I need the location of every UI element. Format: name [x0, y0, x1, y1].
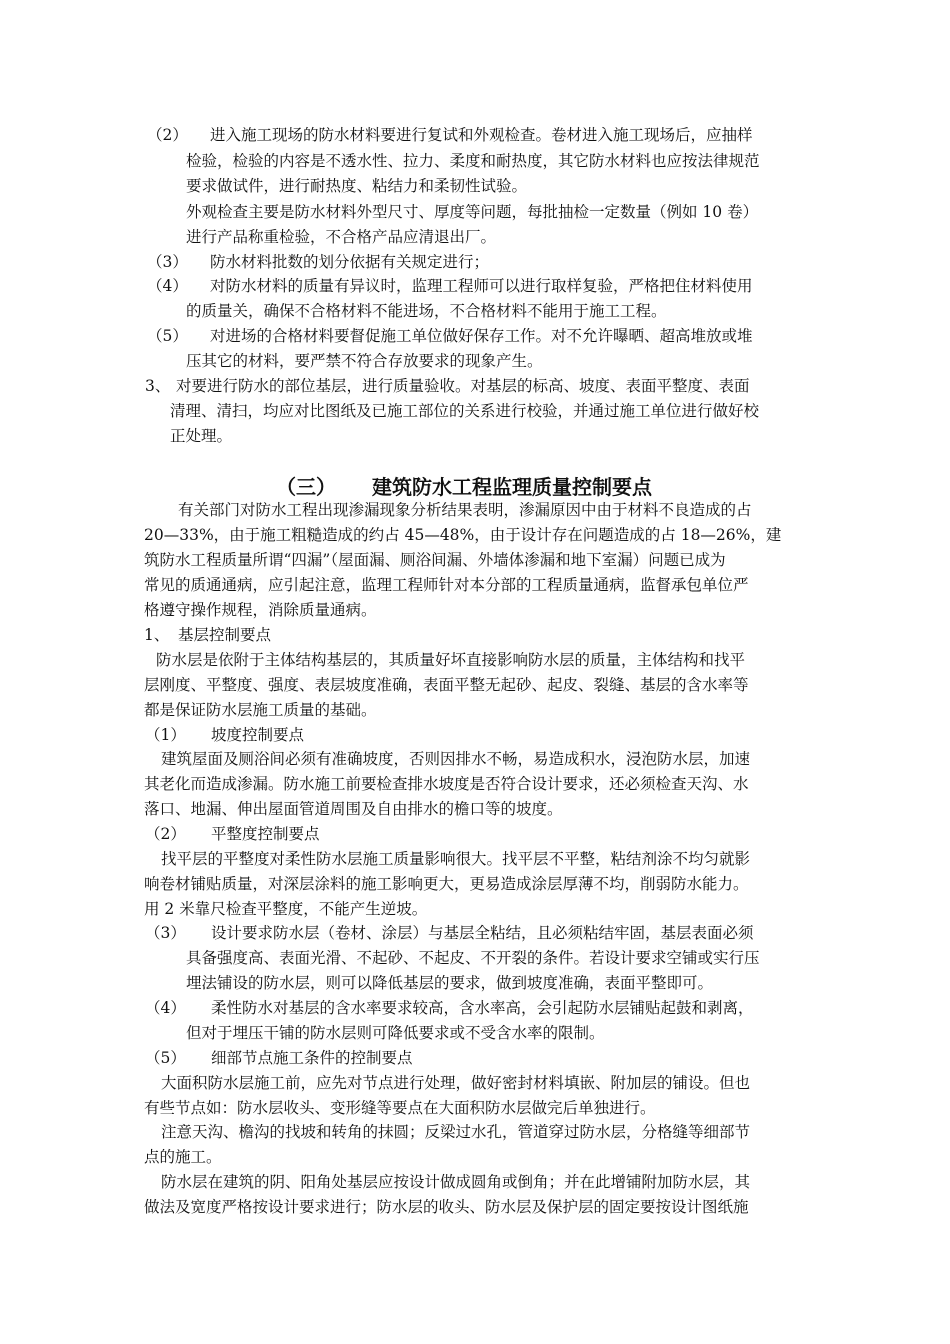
- item-number: （2）: [145, 825, 186, 843]
- paragraph-line: 压其它的材料，要严禁不符合存放要求的现象产生。: [186, 352, 543, 370]
- paragraph-line: 设计要求防水层（卷材、涂层）与基层全粘结，且必须粘结牢固，基层表面必须: [211, 924, 754, 942]
- item-number: （5）: [145, 1049, 186, 1067]
- list-item-4b: [145, 997, 754, 1019]
- subsection-title: 细部节点施工条件的控制要点: [211, 1049, 413, 1067]
- list-item-3: [147, 251, 489, 273]
- section-heading: [276, 471, 652, 500]
- paragraph-line: 防水材料批数的划分依据有关规定进行；: [210, 253, 490, 271]
- item-number: （3）: [147, 253, 188, 271]
- paragraph-line: 筑防水工程质量所谓“四漏”（屋面漏、厕浴间漏、外墙体渗漏和地下室漏）问题已成为: [144, 551, 726, 569]
- list-item-3b: [145, 922, 754, 944]
- paragraph-line: 柔性防水对基层的含水率要求较高，含水率高，会引起防水层铺贴起鼓和剥离，: [211, 999, 754, 1017]
- subsection-title: 平整度控制要点: [211, 825, 320, 843]
- heading-title: 建筑防水工程监理质量控制要点: [372, 475, 652, 499]
- paragraph-line: 有关部门对防水工程出现渗漏现象分析结果表明，渗漏原因中由于材料不良造成的占: [178, 501, 752, 519]
- paragraph-line: 其老化而造成渗漏。防水施工前要检查排水坡度是否符合设计要求，还必须检查天沟、水: [144, 775, 749, 793]
- paragraph-line: 点的施工。: [144, 1148, 222, 1166]
- subsection-1: [144, 624, 271, 646]
- item-number: （5）: [147, 327, 188, 345]
- list-item-5b: [145, 1047, 413, 1069]
- heading-number: （三）: [276, 475, 336, 499]
- paragraph-line: 做法及宽度严格按设计要求进行；防水层的收头、防水层及保护层的固定要按设计图纸施: [144, 1198, 749, 1216]
- item-number: （1）: [145, 726, 186, 744]
- paragraph-line: 都是保证防水层施工质量的基础。: [144, 701, 377, 719]
- paragraph-line: 防水层在建筑的阴、阳角处基层应按设计做成圆角或倒角；并在此增铺附加防水层，其: [161, 1173, 751, 1191]
- paragraph-line: 落口、地漏、伸出屋面管道周围及自由排水的檐口等的坡度。: [144, 800, 563, 818]
- paragraph-line: 的质量关，确保不合格材料不能进场，不合格材料不能用于施工工程。: [186, 302, 667, 320]
- paragraph-line: 具备强度高、表面光滑、不起砂、不起皮、不开裂的条件。若设计要求空铺或实行压: [186, 949, 760, 967]
- paragraph-line: 防水层是依附于主体结构基层的，其质量好坏直接影响防水层的质量，主体结构和找平: [156, 651, 746, 669]
- item-number: 1、: [144, 626, 170, 644]
- paragraph-line: 检验，检验的内容是不透水性、拉力、柔度和耐热度，其它防水材料也应按法律规范: [186, 152, 760, 170]
- section-item-3: [145, 375, 750, 397]
- paragraph-line: 层刚度、平整度、强度、表层坡度准确，表面平整无起砂、起皮、裂缝、基层的含水率等: [144, 676, 749, 694]
- paragraph-line: 20—33%，由于施工粗糙造成的约占 45—48%，由于设计存在问题造成的占 18—26%，建: [144, 526, 782, 544]
- paragraph-line: 外观检查主要是防水材料外型尺寸、厚度等问题，每批抽检一定数量（例如 10 卷）: [186, 203, 759, 221]
- list-item-4: [147, 275, 753, 297]
- paragraph-line: 进入施工现场的防水材料要进行复试和外观检查。卷材进入施工现场后，应抽样: [210, 126, 753, 144]
- item-number: （4）: [145, 999, 186, 1017]
- paragraph-line: 对防水材料的质量有异议时，监理工程师可以进行取样复验，严格把住材料使用: [210, 277, 753, 295]
- paragraph-line: 找平层的平整度对柔性防水层施工质量影响很大。找平层不平整，粘结剂涂不均匀就影: [161, 850, 751, 868]
- item-number: 3、: [145, 377, 171, 395]
- item-number: （4）: [147, 277, 188, 295]
- paragraph-line: 对要进行防水的部位基层，进行质量验收。对基层的标高、坡度、表面平整度、表面: [176, 377, 750, 395]
- list-item-2: [147, 124, 753, 146]
- paragraph-line: 要求做试件，进行耐热度、粘结力和柔韧性试验。: [186, 177, 528, 195]
- paragraph-line: 有些节点如：防水层收头、变形缝等要点在大面积防水层做完后单独进行。: [144, 1099, 656, 1117]
- paragraph-line: 建筑屋面及厕浴间必须有准确坡度，否则因排水不畅，易造成积水，浸泡防水层，加速: [161, 750, 751, 768]
- subsection-title: 基层控制要点: [178, 626, 272, 644]
- subsection-title: 坡度控制要点: [211, 726, 305, 744]
- paragraph-line: 对进场的合格材料要督促施工单位做好保存工作。对不允许曝晒、超高堆放或堆: [210, 327, 753, 345]
- list-item-1: [145, 724, 304, 746]
- paragraph-line: 格遵守操作规程，消除质量通病。: [144, 601, 377, 619]
- paragraph-line: 常见的质通通病，应引起注意，监理工程师针对本分部的工程质量通病，监督承包单位严: [144, 576, 749, 594]
- item-number: （2）: [147, 126, 188, 144]
- paragraph-line: 但对于埋压干铺的防水层则可降低要求或不受含水率的限制。: [186, 1024, 605, 1042]
- paragraph-line: 埋法铺设的防水层，则可以降低基层的要求，做到坡度准确，表面平整即可。: [186, 974, 714, 992]
- paragraph-line: 大面积防水层施工前，应先对节点进行处理，做好密封材料填嵌、附加层的铺设。但也: [161, 1074, 751, 1092]
- list-item-5: [147, 325, 753, 347]
- paragraph-line: 进行产品称重检验，不合格产品应清退出厂。: [186, 228, 497, 246]
- paragraph-line: 响卷材铺贴质量，对深层涂料的施工影响更大，更易造成涂层厚薄不均，削弱防水能力。: [144, 875, 749, 893]
- paragraph-line: 正处理。: [170, 427, 233, 445]
- item-number: （3）: [145, 924, 186, 942]
- paragraph-line: 注意天沟、檐沟的找坡和转角的抹圆；反梁过水孔，管道穿过防水层，分格缝等细部节: [161, 1123, 751, 1141]
- paragraph-line: 清理、清扫，均应对比图纸及已施工部位的关系进行校验，并通过施工单位进行做好校: [170, 402, 760, 420]
- list-item-2b: [145, 823, 320, 845]
- paragraph-line: 用 2 米靠尺检查平整度，不能产生逆坡。: [144, 900, 428, 918]
